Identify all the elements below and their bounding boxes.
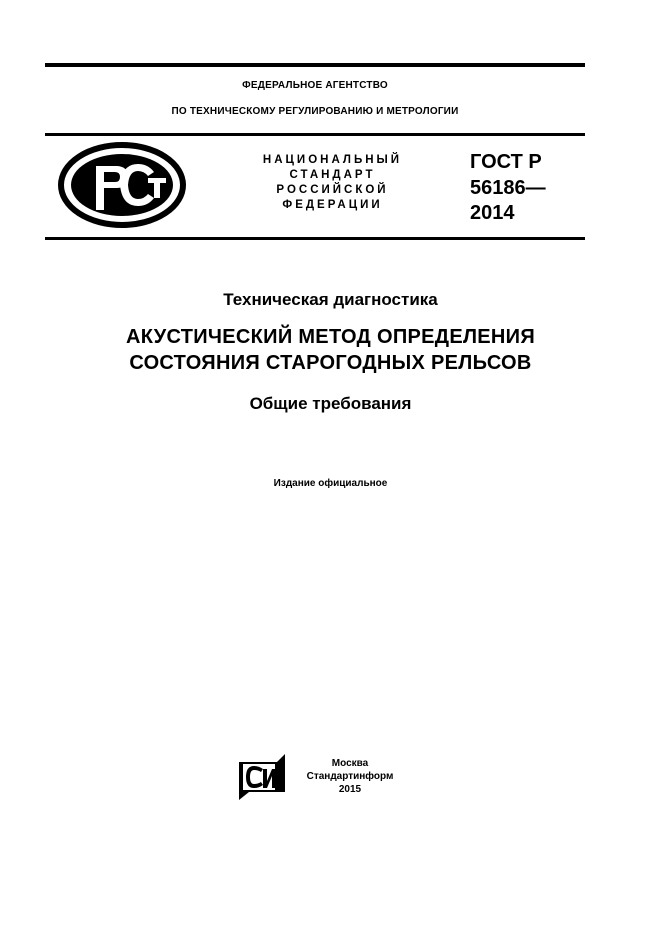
header-bottom-rule [45,237,585,240]
edition-note: Издание официальное [273,478,388,489]
publisher-year: 2015 [338,784,362,795]
title-category: Техническая диагностика [223,290,438,309]
gost-designation-line-2: 56186— [470,177,546,199]
standard-kind-line-4: ФЕДЕРАЦИИ [282,199,383,211]
standard-kind-line-2: СТАНДАРТ [289,169,376,181]
standard-kind-line-1: НАЦИОНАЛЬНЫЙ [262,154,403,166]
title-main-line-2: СОСТОЯНИЯ СТАРОГОДНЫХ РЕЛЬСОВ [129,352,532,374]
publisher-city: Москва [331,758,369,769]
header-top-rule [45,133,585,136]
agency-line-1: ФЕДЕРАЛЬНОЕ АГЕНТСТВО [242,80,388,91]
title-subtitle: Общие требования [249,394,412,413]
standard-kind-line-3: РОССИЙСКОЙ [276,184,389,196]
top-rule [45,63,585,67]
agency-line-2: ПО ТЕХНИЧЕСКОМУ РЕГУЛИРОВАНИЮ И МЕТРОЛОГИИ [171,106,459,117]
gost-designation-line-1: ГОСТ Р [470,151,542,173]
standartinform-logo-icon [235,752,291,800]
publisher-name: Стандартинформ [306,771,394,782]
title-main-line-1: АКУСТИЧЕСКИЙ МЕТОД ОПРЕДЕЛЕНИЯ [125,326,536,348]
gost-designation-line-3: 2014 [470,202,515,224]
rst-logo-icon [58,142,186,228]
